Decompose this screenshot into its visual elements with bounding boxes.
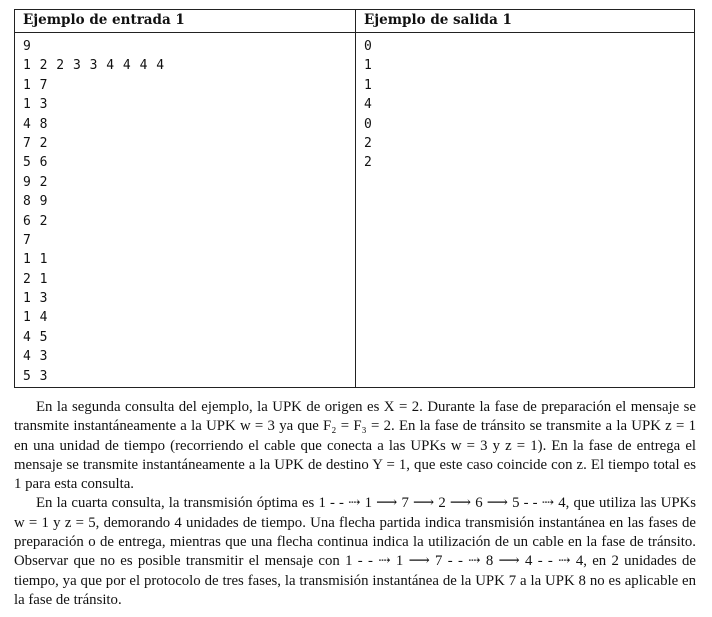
input-line: 4 8	[23, 116, 48, 132]
input-line: 2 1	[23, 271, 48, 287]
input-line: 7	[23, 232, 32, 248]
sample-table	[14, 9, 695, 388]
input-lines	[15, 33, 355, 386]
output-line: 2	[364, 135, 373, 151]
input-column	[15, 10, 356, 387]
output-line: 0	[364, 116, 373, 132]
output-lines	[356, 33, 694, 173]
input-line: 4 3	[23, 349, 48, 365]
input-header: Ejemplo de entrada 1	[15, 10, 355, 33]
input-line: 1 3	[23, 291, 48, 307]
input-line: 5 6	[23, 155, 48, 171]
output-line: 1	[364, 58, 373, 74]
input-line: 1 3	[23, 97, 48, 113]
output-line: 4	[364, 97, 373, 113]
input-line: 4 5	[23, 329, 48, 345]
input-line: 1 2 2 3 3 4 4 4 4	[23, 58, 165, 74]
input-line: 6 2	[23, 213, 48, 229]
input-line: 1 7	[23, 77, 48, 93]
output-column	[356, 10, 694, 387]
input-line: 5 3	[23, 368, 48, 384]
output-header: Ejemplo de salida 1	[356, 10, 694, 33]
input-line: 1 1	[23, 252, 48, 268]
explanation-paragraph: En la segunda consulta del ejemplo, la UPK de origen es X = 2. Durante la fase de preparación el mensaje se transmite instantáneamente a la UPK w = 3 ya que F₂ = F₃ = 2. En la fase de tránsito se transmite a la UPK z = 1 en una unidad de tiempo (recorriendo el cable que conecta a las UPKs w = 3 y z = 1). En la fase de entrega el mensaje se transmite instantáneamente a la UPK de destino Y = 1, que este caso coincide con z. El tiempo total es 1 para esta consulta.	[14, 399, 696, 493]
explanation-text	[14, 398, 696, 610]
input-line: 9	[23, 39, 32, 54]
input-line: 7 2	[23, 135, 48, 151]
explanation-paragraph: En la cuarta consulta, la transmisión óptima es 1 - - ⇢ 1 ⟶ 7 ⟶ 2 ⟶ 6 ⟶ 5 - - ⇢ 4, que utiliza las UPKs w = 1 y z = 5, demorando 4 unidades de tiempo. Una flecha partida indica transmisión instantánea en las fases de preparación o de entrega, mientras que una flecha continua indica la utilización de un cable en la fase de tránsito. Observar que no es posible transmitir el mensaje con 1 - - ⇢ 1 ⟶ 7 - - ⇢ 8 ⟶ 4 - - ⇢ 4, en 2 unidades de tiempo, ya que por el protocolo de tres fases, la transmisión instantánea de la UPK 7 a la UPK 8 no es aplicable en la fase de tránsito.	[14, 495, 696, 608]
input-line: 9 2	[23, 174, 48, 190]
output-line: 0	[364, 39, 373, 54]
input-line: 8 9	[23, 194, 48, 210]
output-line: 2	[364, 155, 373, 171]
input-line: 1 4	[23, 310, 48, 326]
output-line: 1	[364, 77, 373, 93]
